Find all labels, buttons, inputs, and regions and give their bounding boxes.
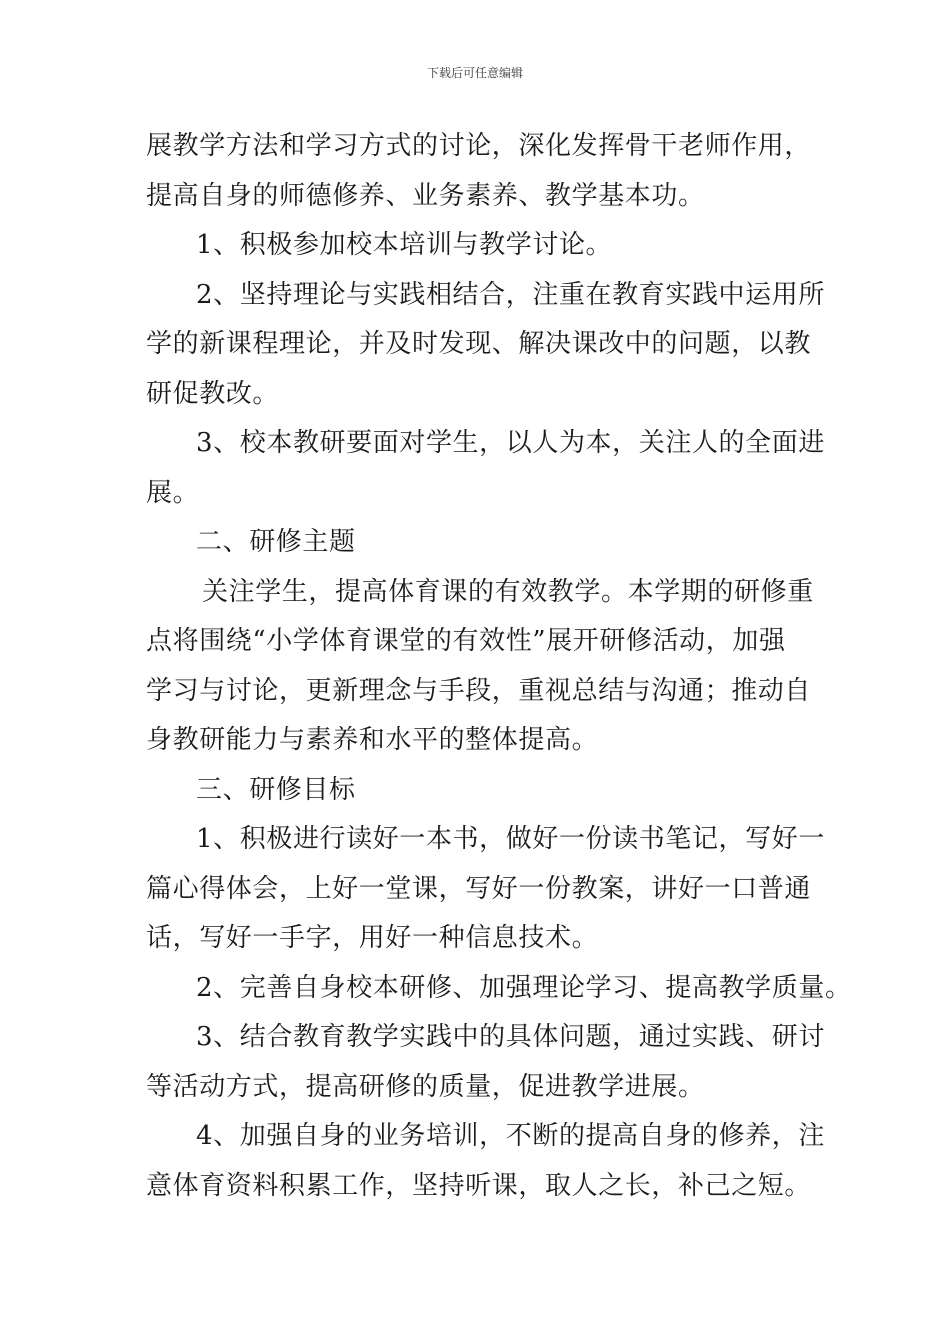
- text-line: 点将围绕“小学体育课堂的有效性”展开研修活动，加强: [146, 626, 786, 656]
- text-line: 学的新课程理论，并及时发现、解决课改中的问题，以教: [146, 329, 812, 359]
- page-header: 下载后可任意编辑: [426, 66, 523, 80]
- text-line: 话，写好一手字，用好一种信息技术。: [146, 923, 599, 953]
- document-body: [146, 122, 852, 1211]
- text-line: 2、坚持理论与实践相结合，注重在教育实践中运用所: [196, 279, 825, 310]
- text-line: 4、加强自身的业务培训，不断的提高自身的修养，注: [196, 1121, 825, 1151]
- text-line: 关注学生，提高体育课的有效教学。本学期的研修重: [202, 576, 814, 607]
- text-line: 3、结合教育教学实践中的具体问题，通过实践、研讨: [196, 1022, 825, 1052]
- text-line: 2、完善自身校本研修、加强理论学习、提高教学质量。: [196, 972, 852, 1003]
- text-line: 等活动方式，提高研修的质量，促进教学进展。: [146, 1071, 705, 1102]
- text-line: 篇心得体会，上好一堂课，写好一份教案，讲好一口普通: [146, 873, 812, 904]
- section-heading: 二、研修主题: [196, 527, 356, 557]
- text-line: 研促教改。: [146, 378, 280, 409]
- text-line: 1、积极参加校本培训与教学讨论。: [196, 230, 613, 260]
- section-heading: 三、研修目标: [196, 774, 356, 805]
- text-line: 身教研能力与素养和水平的整体提高。: [146, 725, 599, 755]
- text-line: 1、积极进行读好一本书，做好一份读书笔记，写好一: [196, 824, 825, 854]
- text-line: 意体育资料积累工作，坚持听课，取人之长，补己之短。: [146, 1170, 812, 1201]
- text-line: 学习与讨论，更新理念与手段，重视总结与沟通；推动自: [146, 675, 812, 706]
- text-line: 展教学方法和学习方式的讨论，深化发挥骨干老师作用，: [146, 131, 812, 161]
- text-line: 3、校本教研要面对学生，以人为本，关注人的全面进: [196, 428, 825, 458]
- text-line: 展。: [146, 477, 200, 508]
- text-line: 提高自身的师德修养、业务素养、教学基本功。: [146, 180, 705, 211]
